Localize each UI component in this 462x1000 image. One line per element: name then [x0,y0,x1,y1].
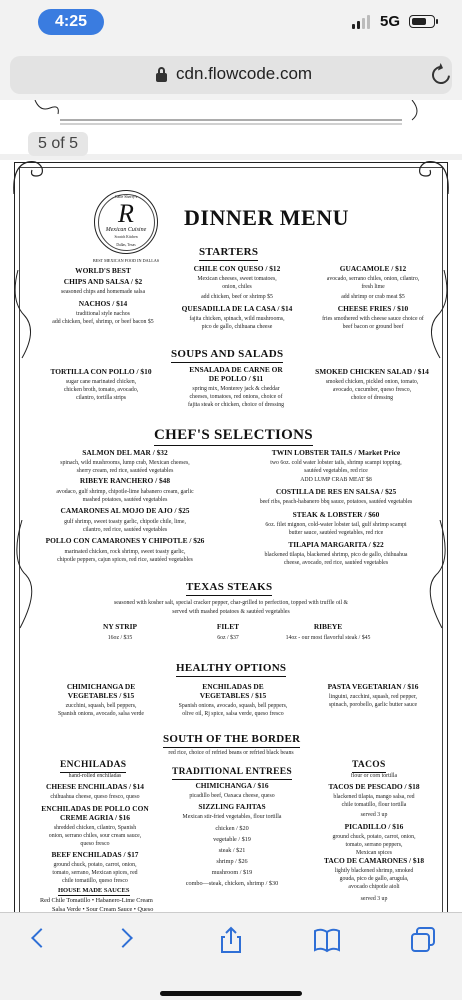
menu-item-name: CHEESE ENCHILADAS / $14 [46,782,144,791]
menu-item-desc: smoked chicken, pickled onion, tomato, [325,379,419,385]
menu-item-desc: lightly blackened shrimp, smoked [334,868,414,874]
menu-item-desc: seasoned chips and homemade salsa [60,289,146,295]
tabs-icon[interactable] [408,925,438,955]
menu-item-name: ENCHILADAS DE [202,682,264,691]
document-viewer[interactable] [0,100,462,912]
menu-item-name: POLLO CON CAMARONES Y CHIPOTLE / $26 [45,536,205,545]
menu-item-desc: 6oz / $37 [217,635,239,641]
menu-item-desc: butter sauce, sautéed vegetables, red rice [288,530,384,536]
menu-item-desc: avocado chipotle aioli [348,884,400,890]
menu-item-desc: chipotle peppers, cajun spices, red rice, sautéed vegetables [57,557,193,563]
enchiladas-subtitle: hand-rolled enchiladas [68,773,122,779]
menu-item-desc: linguini, zucchini, squash, red pepper, [329,694,417,700]
menu-item-desc: Mexican cheeses, sweet tomatoes, [197,276,277,282]
menu-item-name: FILET [216,622,240,631]
menu-item-desc: tomato, serrano peppers, [345,842,403,848]
menu-item-desc: served 3 up [360,896,388,902]
menu-item-desc: ADD LUMP CRAB MEAT $8 [300,477,372,483]
menu-item-name: CHIMICHANGA / $16 [195,781,269,790]
menu-item-desc: beef ribs, peach-habanero bbq sauce, potatoes, sautéed vegetables [259,499,413,505]
logo-main-text: Mexican Cuisine [105,227,147,233]
menu-item-desc: cheese, avocado, red rice, sautéed vegetables [283,560,389,566]
menu-item-name: PASTA VEGETARIAN / $16 [327,682,419,691]
menu-item-desc: avocado, serrano chiles, onion, cilantro, [326,276,420,282]
menu-item-desc: avodaco, gulf shrimp, chipotle-lime habanero cream, garlic [56,489,194,495]
enchiladas-heading: ENCHILADAS [60,760,126,773]
menu-item-desc: chihuahua cheese, queso fresco, queso [50,794,140,800]
menu-item-desc: fajita steak or chicken, choice of dressing [187,402,285,408]
menu-item-desc: fresh lime [361,284,385,290]
menu-item-name: CHEESE FRIES / $10 [337,304,409,313]
fajita-option: vegetable / $19 [213,836,251,843]
steaks-intro: served with mashed potatoes & sautéed vegetables [172,609,290,615]
menu-item-name: COSTILLA DE RES EN SALSA / $25 [275,487,397,496]
menu-item-desc: choice of dressing [350,395,394,401]
fajita-option: steak / $21 [218,847,246,854]
menu-title: DINNER MENU [184,205,349,230]
menu-item-desc: Spanish onions, avocado, squash, bell peppers, [178,703,288,709]
menu-item-desc: 6oz. filet mignon, cold-water lobster tail, gulf shrimp scampi [265,522,407,528]
menu-item-name: RIBEYE [313,622,343,631]
home-indicator[interactable] [160,991,302,996]
menu-item-desc: spinach, wild mushrooms, lump crab, Mexican cheeses, [60,460,190,466]
menu-item-desc: avocado, cucumber, queso fresco, [332,387,412,393]
menu-item-desc: Mexican stir-fried vegetables, flour tortilla [182,814,282,820]
house-sauces-heading: HOUSE MADE SAUCES [58,887,130,896]
menu-item-name: ENSALADA DE CARNE OR [189,365,283,374]
menu-item-name: NACHOS / $14 [78,299,128,308]
lock-icon [156,67,167,82]
logo-bottom-text: Dallas, Texas [116,243,136,247]
menu-item-name: CHIMICHANGA DE [66,682,136,691]
menu-item-desc: add chicken, beef, shrimp, or beef bacon $5 [52,319,154,325]
fajita-option: chicken / $20 [215,825,249,832]
menu-item-name: NY STRIP [102,622,137,631]
house-sauces-list: Salsa Verde • Sour Cream Sauce • Queso [52,906,154,912]
menu-item-name: STEAK & LOBSTER / $60 [292,510,380,519]
menu-item-name: CAMARONES AL MOJO DE AJO / $25 [60,506,190,515]
menu-item-desc: fajita chicken, spinach, wild mushrooms, [189,316,285,322]
menu-item-desc: mashed potatoes, sautéed vegetables [82,497,168,503]
bookmarks-icon[interactable] [312,925,342,955]
menu-item-desc: onion, serrano chiles, sour cream sauce, [48,833,142,839]
menu-item-desc: tomato, serrano, Mexican spices, red [52,870,138,876]
menu-item-desc: Spanish onions, avocado, salsa verde [58,711,144,717]
back-icon[interactable] [24,925,54,955]
menu-item-desc: blackened tilapia, blackened shrimp, pico de gallo, chihuahua [264,552,408,558]
menu-item-desc: gulf shrimp, sweet toasty garlic, chipotle chile, lime, [64,519,186,525]
menu-item-desc: cilantro, tortilla strips [75,395,127,401]
menu-item-desc: 16oz / $35 [107,635,133,641]
menu-item-desc: blackened tilapia, mango salsa, red [333,794,415,800]
status-time[interactable]: 4:25 [38,9,104,35]
menu-item-name: TWIN LOBSTER TAILS / Market Price [271,448,401,457]
section-chefs-selections: CHEF'S SELECTIONS [154,426,313,446]
menu-item-name: DE POLLO / $11 [208,374,264,383]
menu-item-name: VEGETABLES / $15 [199,691,267,700]
menu-item-desc: two 6oz. cold water lobster tails, shrimp scampi topping, [270,460,402,466]
menu-item-name: PICADILLO / $16 [344,822,404,831]
menu-item-desc: spring mix, Monterey jack & cheddar [192,386,280,392]
url-text[interactable]: cdn.flowcode.com [176,64,313,83]
signal-icon [352,15,372,29]
menu-item-desc: fries smothered with cheese sauce choice of [322,316,424,322]
house-sauces-list: Red Chile Tomatillo • Habanero-Lime Cream [40,897,153,904]
browser-toolbar [0,912,462,1000]
menu-item-name: TILAPIA MARGARITA / $22 [288,540,384,549]
tacos-subtitle: flour or corn tortilla [350,773,398,779]
menu-item-desc: chile tomatillo, queso fresco [62,878,128,884]
traditional-entrees-heading: TRADITIONAL ENTREES [172,767,292,780]
menu-item-desc: shredded chicken, cilantro, Spanish [53,825,137,831]
menu-item-desc: gouda, pico de gallo, arugula, [339,876,409,882]
menu-item-name: SIZZLING FAJITAS [198,802,266,811]
network-label: 5G [380,13,401,30]
logo-top-text: Calle Sherry's [114,194,138,199]
fajita-option: shrimp / $26 [216,858,248,865]
menu-item-desc: ground chuck, potato, carrot, onion, [53,862,137,868]
logo-monogram: R [118,199,134,228]
fajita-option: mushroom / $19 [211,869,253,876]
menu-item-name: CHIPS AND SALSA / $2 [63,277,143,286]
menu-item-desc: sugar cane marinated chicken, [65,379,137,385]
menu-item-name: TACO DE CAMARONES / $18 [323,856,425,865]
menu-item-desc: ground chuck, potato, carrot, onion, [332,834,416,840]
menu-item-name: VEGETABLES / $15 [67,691,135,700]
fajita-option: combo—steak, chicken, shrimp / $30 [185,880,279,887]
tacos-heading: TACOS [352,760,386,773]
menu-item-name: QUESADILLA DE LA CASA / $14 [181,304,293,313]
menu-item-desc: olive oil, Rj spice, salsa verde, queso fresco [182,711,284,717]
logo-sub-text: Scratch Kitchen [114,235,138,239]
menu-item-desc: Mexican spices [356,850,392,856]
menu-item-name: TACOS DE PESCADO / $18 [328,782,420,791]
steaks-intro: seasoned with kosher salt, special cracker pepper, char-grilled to perfection, topped with truffle oil & [113,600,349,606]
section-texas-steaks: TEXAS STEAKS [186,581,272,596]
menu-item-name: CHILE CON QUESO / $12 [193,264,281,273]
menu-item-desc: add chicken, beef or shrimp $5 [201,294,273,300]
menu-item-desc: add shrimp or crab meat $5 [341,294,405,300]
menu-item-desc: cilantro, red rice, sautéed vegetables [82,527,168,533]
menu-item-name: SALMON DEL MAR / $32 [82,448,168,457]
menu-item-desc: pico de gallo, chihuana cheese [201,324,273,330]
menu-item-desc: cheeses, tomatoes, red onions, choice of [189,394,283,400]
menu-item-desc: sherry cream, red rice, sautéed vegetables [76,468,174,474]
menu-item-name: BEEF ENCHILADAS / $17 [51,850,139,859]
menu-item-desc: traditional style nachos [76,311,130,317]
menu-item-desc: picadillo beef, Oaxaca cheese, queso [189,793,275,799]
menu-item-desc: spinach, porobello, garlic butter sauce [328,702,418,708]
restaurant-logo [94,190,158,254]
menu-item-name: RIBEYE RANCHERO / $48 [79,476,171,485]
border-subtitle: red rice, choice of refried beans or refried black beans [168,750,294,756]
forward-icon[interactable] [112,925,142,955]
status-bar [0,0,462,46]
menu-item-desc: marinated chicken, rock shrimp, sweet toasty garlic, [64,549,186,555]
menu-item-desc: served 3 up [360,812,388,818]
section-soups: SOUPS AND SALADS [171,348,283,363]
page-indicator: 5 of 5 [28,132,88,156]
share-icon[interactable] [216,925,246,955]
menu-item-name: ENCHILADAS DE POLLO CON [41,804,149,813]
menu-item-desc: 14oz - our most flavorful steak / $45 [285,635,371,641]
menu-item-desc: chile tomatillo, flour tortilla [341,802,407,808]
menu-item-desc: onion, chiles [222,284,252,290]
menu-item-desc: beef bacon or ground beef [342,324,404,330]
menu-item-desc: zucchini, squash, bell peppers, [65,703,137,709]
section-south-of-the-border: SOUTH OF THE BORDER [163,733,300,748]
battery-icon [409,15,435,28]
menu-item-name: TORTILLA CON POLLO / $10 [50,367,152,376]
menu-item-name: GUACAMOLE / $12 [339,264,407,273]
reload-icon[interactable] [428,62,453,87]
menu-item-desc: chicken broth, tomato, avocado, [63,387,139,393]
section-healthy-options: HEALTHY OPTIONS [176,662,286,677]
address-bar[interactable] [10,56,452,94]
menu-item-name: WORLD'S BEST [75,266,131,275]
dinner-menu [0,100,462,912]
logo-tagline: BEST MEXICAN FOOD IN DALLAS [92,258,160,263]
section-starters: STARTERS [199,246,258,261]
menu-item-desc: sautéed vegetables, red rice [304,468,368,474]
menu-item-desc: queso fresco [80,841,110,847]
menu-item-name: CREME AGRIA / $16 [59,813,130,822]
menu-item-name: SMOKED CHICKEN SALAD / $14 [315,367,429,376]
